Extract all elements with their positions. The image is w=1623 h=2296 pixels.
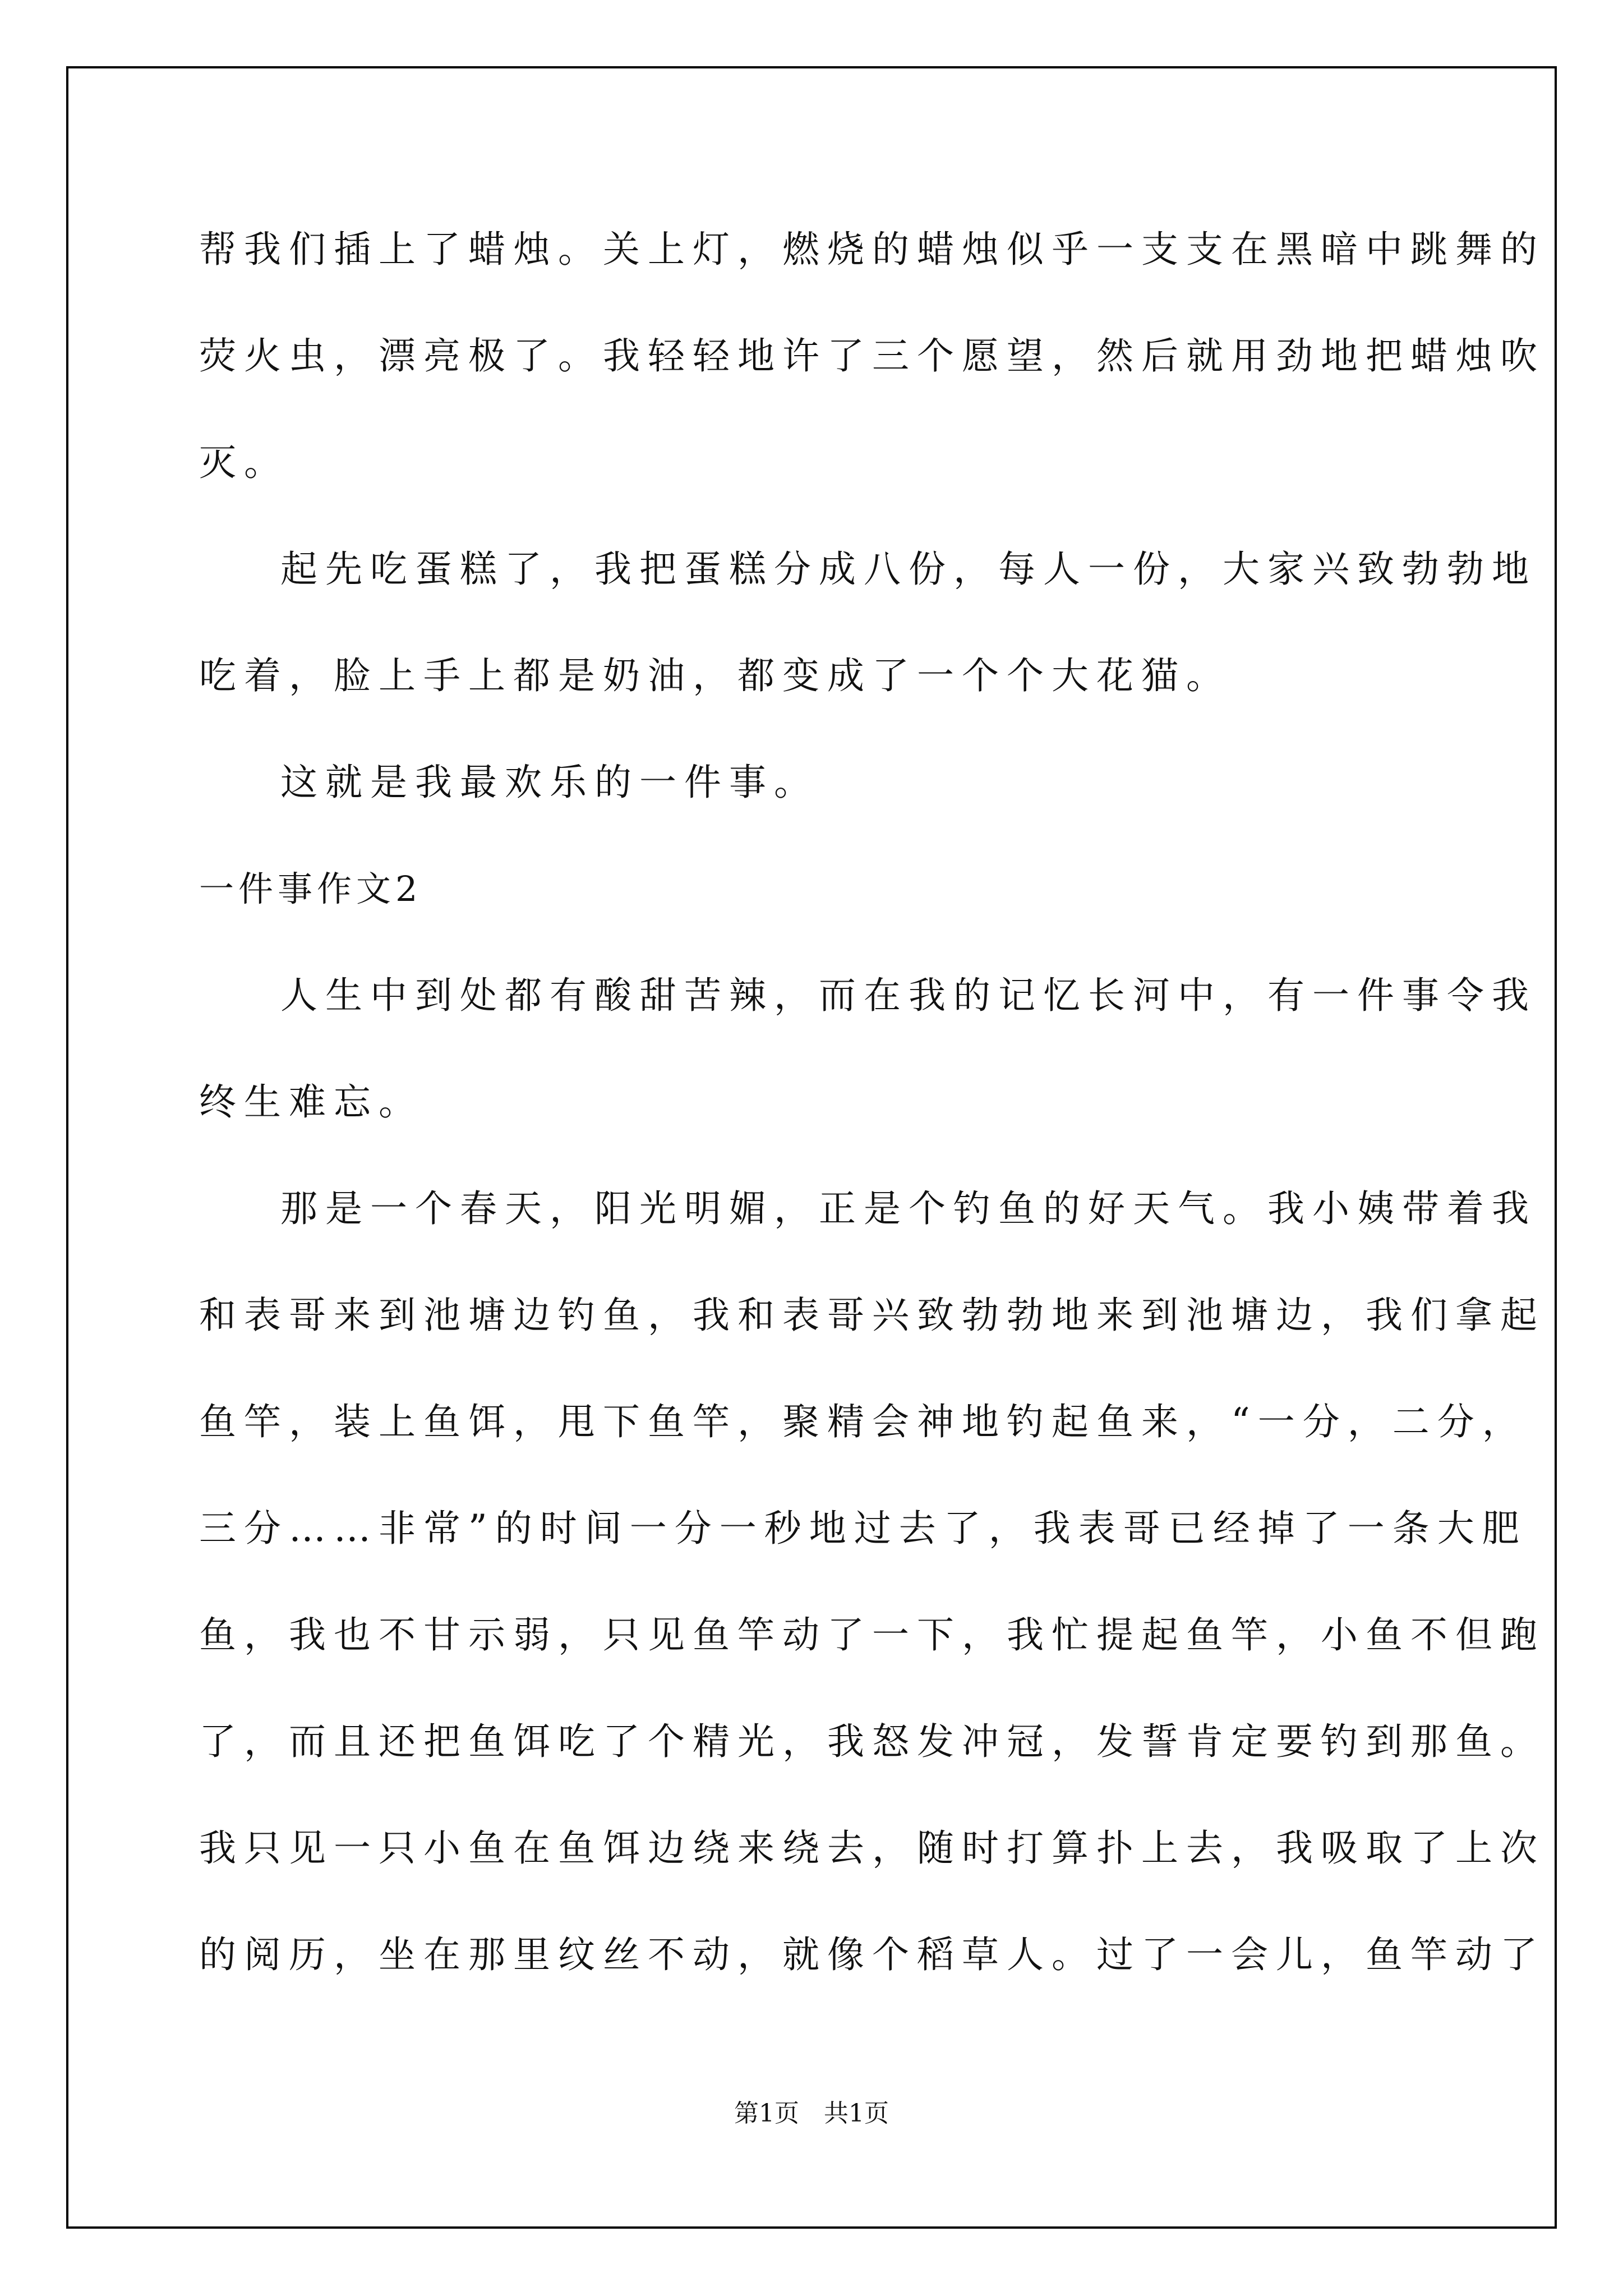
section-heading: 一件事作文2 (199, 868, 422, 909)
text-line: 那是一个春天，阳光明媚，正是个钓鱼的好天气。我小姨带着我 (280, 1187, 1537, 1230)
text-line: 帮我们插上了蜡烛。关上灯，燃烧的蜡烛似乎一支支在黑暗中跳舞的 (199, 228, 1545, 271)
text-line: 人生中到处都有酸甜苦辣，而在我的记忆长河中，有一件事令我 (280, 974, 1537, 1017)
text-line: 这就是我最欢乐的一件事。 (280, 761, 819, 804)
text-line: 吃着，脸上手上都是奶油，都变成了一个个大花猫。 (199, 654, 1231, 697)
text-line: 灭。 (199, 441, 289, 484)
text-line: 终生难忘。 (199, 1080, 423, 1124)
text-line: 鱼，我也不甘示弱，只见鱼竿动了一下，我忙提起鱼竿，小鱼不但跑 (199, 1613, 1545, 1657)
text-line: 我只见一只小鱼在鱼饵边绕来绕去，随时打算扑上去，我吸取了上次 (199, 1826, 1545, 1870)
text-line: 的阅历，坐在那里纹丝不动，就像个稻草人。过了一会儿，鱼竿动了 (199, 1933, 1545, 1976)
text-line: 起先吃蛋糕了，我把蛋糕分成八份，每人一份，大家兴致勃勃地 (280, 547, 1537, 591)
text-line: 了，而且还把鱼饵吃了个精光，我怒发冲冠，发誓肯定要钓到那鱼。 (199, 1720, 1545, 1763)
text-line: 荧火虫，漂亮极了。我轻轻地许了三个愿望，然后就用劲地把蜡烛吹 (199, 334, 1545, 378)
text-line: 三分……非常”的时间一分一秒地过去了，我表哥已经掉了一条大肥 (199, 1507, 1527, 1550)
page-border (66, 66, 1557, 2229)
text-line: 和表哥来到池塘边钓鱼，我和表哥兴致勃勃地来到池塘边，我们拿起 (199, 1294, 1545, 1337)
page-number-footer: 第1页 共1页 (734, 2099, 889, 2128)
text-line: 鱼竿，装上鱼饵，甩下鱼竿，聚精会神地钓起鱼来，“一分，二分， (199, 1400, 1527, 1443)
